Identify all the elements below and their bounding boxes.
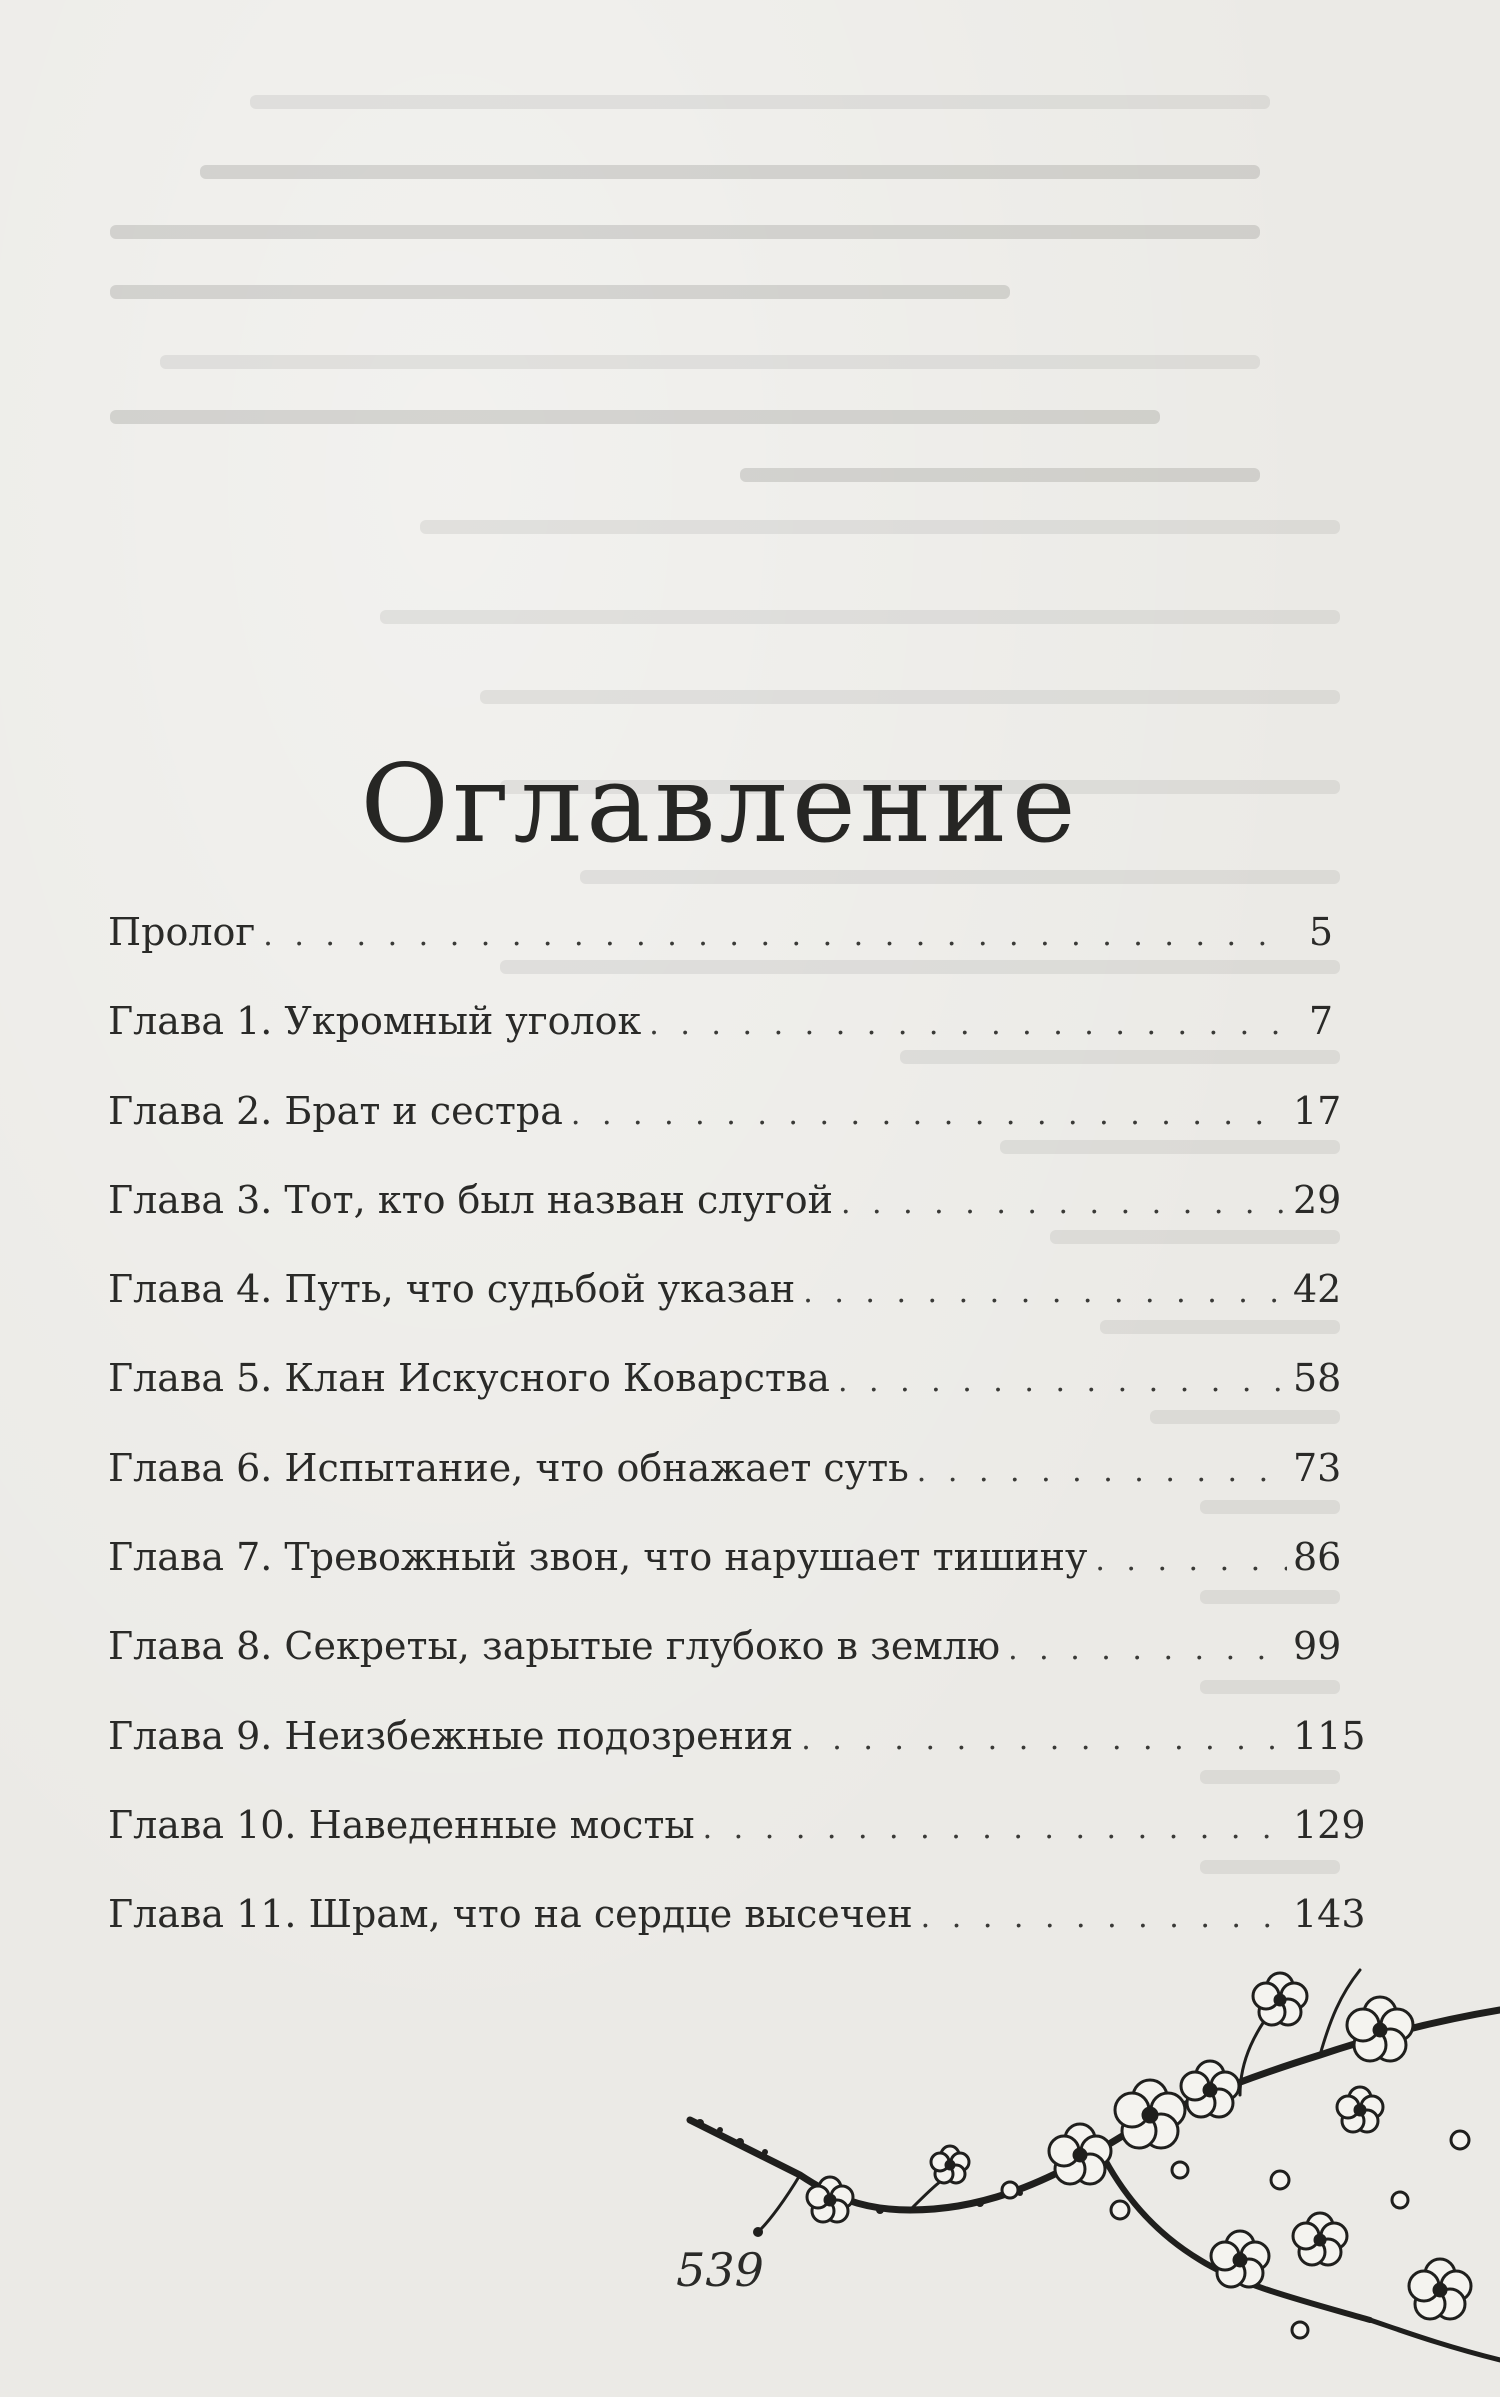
toc-entry-title: Глава 1. Укромный уголок [108, 999, 642, 1044]
toc-entry-page-number: 7 [1308, 999, 1333, 1044]
toc-entry [108, 1177, 1342, 1267]
toc-entry-page-number: 29 [1293, 1177, 1342, 1222]
toc-entry [108, 1356, 1342, 1445]
toc-entry-page-number: 42 [1293, 1267, 1342, 1312]
toc-entry-page-number: 86 [1293, 1535, 1342, 1580]
toc-entry-title: Глава 3. Тот, кто был назван слугой [108, 1177, 833, 1222]
dot-leader [801, 1722, 1287, 1757]
page-title: Оглавление [360, 742, 1080, 868]
dot-leader [838, 1364, 1287, 1399]
toc-entry-title: Глава 5. Клан Искусного Коварства [108, 1356, 830, 1401]
toc-entry-page-number: 5 [1308, 910, 1333, 954]
toc-entry [108, 1713, 1366, 1803]
dot-leader [921, 1900, 1287, 1935]
toc-entry-page-number: 17 [1293, 1088, 1342, 1133]
toc-entry [108, 910, 1333, 999]
toc-entry-title: Глава 4. Путь, что судьбой указан [108, 1267, 796, 1312]
toc-entry [108, 1088, 1342, 1178]
toc-entry-title: Глава 9. Неизбежные подозрения [108, 1713, 794, 1758]
toc-entry-page-number: 99 [1293, 1624, 1342, 1669]
toc-entry [108, 1535, 1342, 1624]
dot-leader [1095, 1543, 1287, 1578]
page-number: 539 [676, 2243, 764, 2297]
dot-leader [649, 1007, 1287, 1042]
toc-entry [108, 999, 1333, 1088]
dot-leader [263, 918, 1287, 953]
toc-entry-page-number: 129 [1293, 1802, 1366, 1847]
toc-entry [108, 1802, 1366, 1892]
toc-entry-page-number: 115 [1293, 1713, 1366, 1758]
dot-leader [841, 1186, 1287, 1221]
dot-leader [803, 1275, 1287, 1310]
toc-entry-title: Глава 2. Брат и сестра [108, 1088, 563, 1133]
toc-entry-title: Глава 6. Испытание, что обнажает суть [108, 1445, 909, 1490]
toc-entry-title: Глава 10. Наведенные мосты [108, 1802, 695, 1847]
toc-entry [108, 1267, 1342, 1356]
table-of-contents [108, 910, 1366, 1982]
toc-entry-page-number: 143 [1293, 1892, 1366, 1937]
toc-entry-page-number: 58 [1293, 1356, 1342, 1401]
toc-entry-title: Глава 8. Секреты, зарытые глубоко в землю [108, 1624, 1001, 1669]
dot-leader [571, 1097, 1287, 1132]
toc-entry-title: Пролог [108, 910, 256, 954]
plum-blossom-branch-icon [680, 1960, 1500, 2397]
dot-leader [703, 1811, 1287, 1846]
toc-entry-title: Глава 7. Тревожный звон, что нарушает тишину [108, 1535, 1088, 1580]
dot-leader [1008, 1632, 1287, 1667]
toc-entry [108, 1624, 1342, 1713]
toc-entry-page-number: 73 [1293, 1445, 1342, 1490]
toc-entry [108, 1445, 1342, 1535]
toc-entry-title: Глава 11. Шрам, что на сердце высечен [108, 1892, 913, 1937]
dot-leader [917, 1454, 1287, 1489]
